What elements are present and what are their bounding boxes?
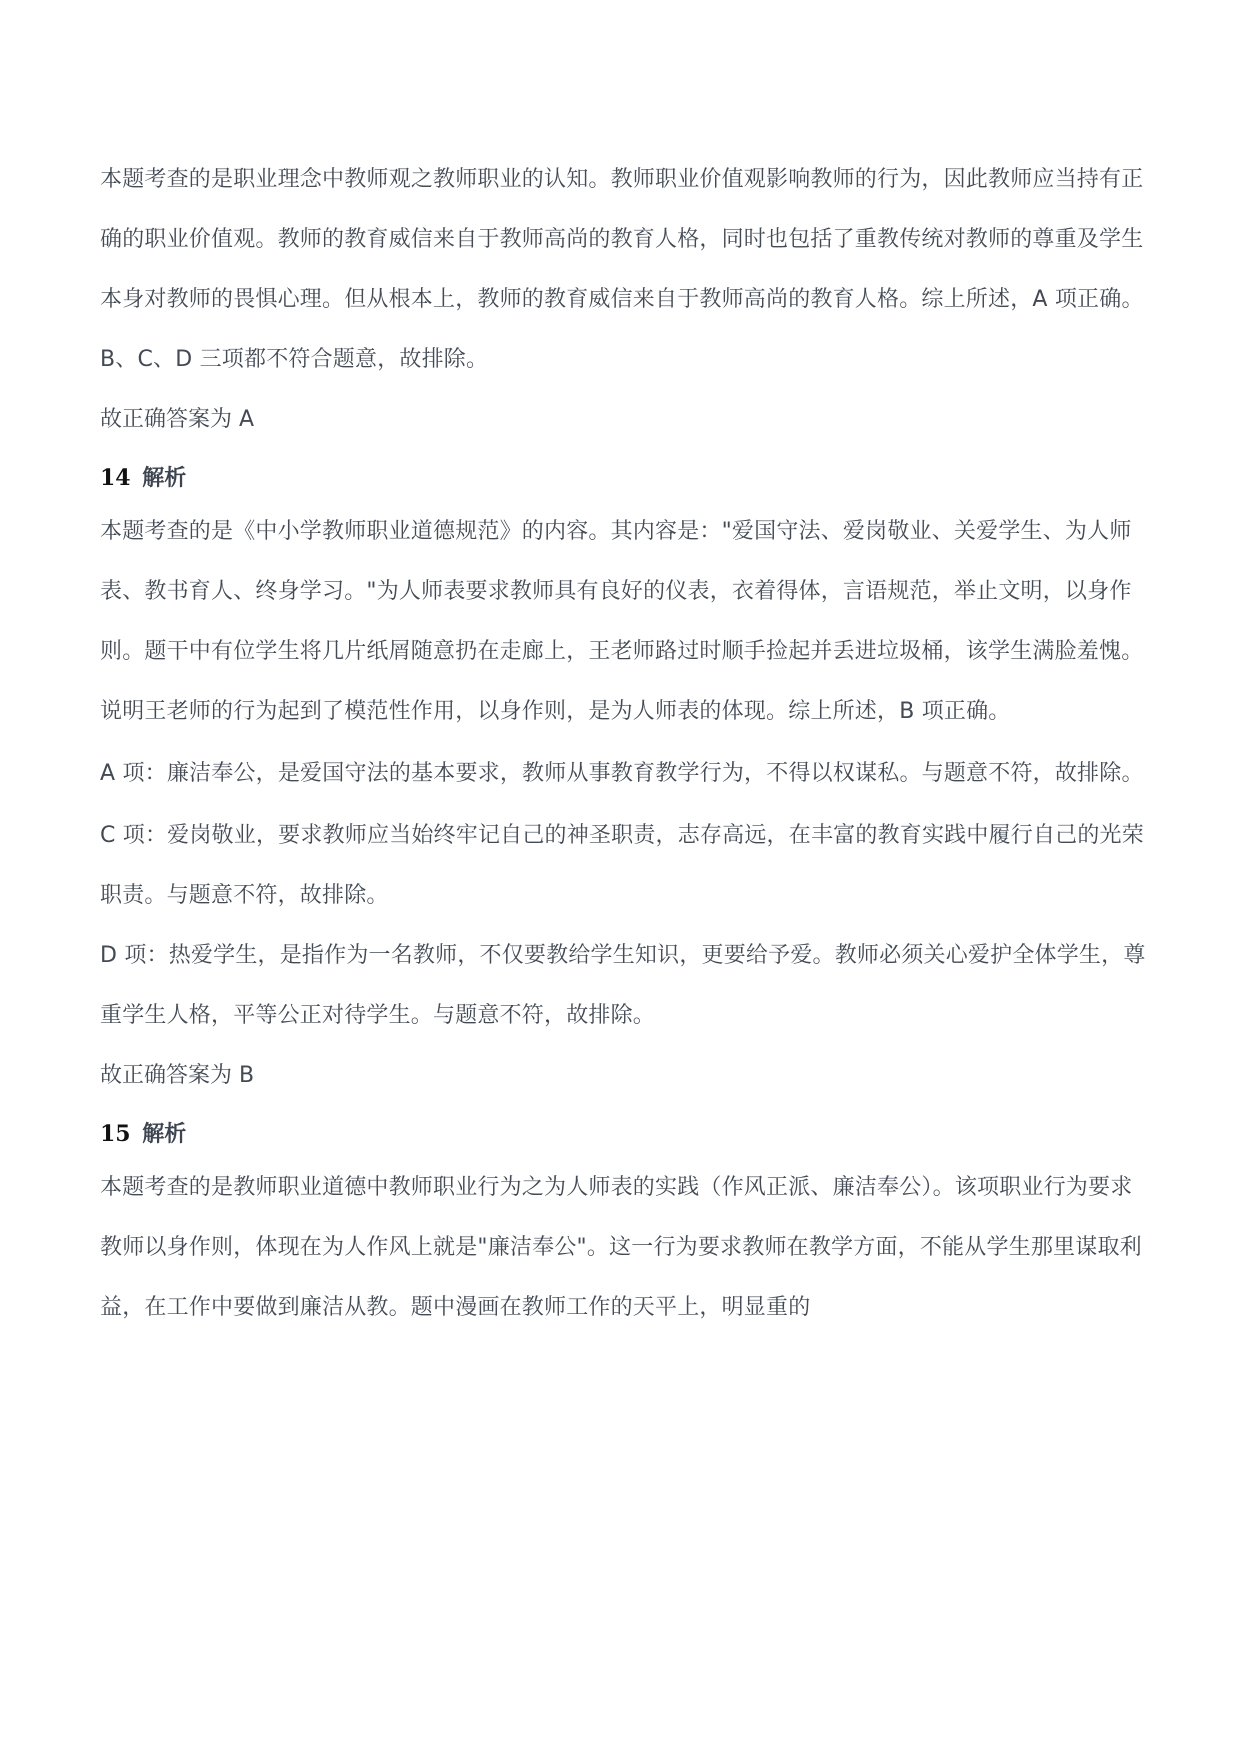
q15-heading-label: 解析 bbox=[142, 1122, 187, 1147]
q15-heading bbox=[100, 1106, 1150, 1162]
q14-heading-number: 14 bbox=[100, 465, 131, 491]
q14-heading bbox=[100, 450, 1150, 506]
q15-explanation-paragraph: 本题考查的是教师职业道德中教师职业行为之为人师表的实践（作风正派、廉洁奉公）。该项职业行为要求教师以身作则，体现在为人作风上就是"廉洁奉公"。这一行为要求教师在教学方面，不能从学生那里谋取利益，在工作中要做到廉洁从教。题中漫画在教师工作的天平上，明显重的 bbox=[100, 1175, 1142, 1320]
q14-option-d: D 项：热爱学生，是指作为一名教师，不仅要教给学生知识，更要给予爱。教师必须关心爱护全体学生，尊重学生人格，平等公正对待学生。与题意不符，故排除。 bbox=[100, 943, 1146, 1028]
q14-option-c: C 项：爱岗敬业，要求教师应当始终牢记自己的神圣职责，志存高远，在丰富的教育实践中履行自己的光荣职责。与题意不符，故排除。 bbox=[100, 823, 1144, 908]
document-page bbox=[100, 150, 1150, 1338]
q14-option-a: A 项：廉洁奉公，是爱国守法的基本要求，教师从事教育教学行为，不得以权谋私。与题意不符，故排除。 bbox=[100, 761, 1144, 786]
q13-explanation-paragraph: 本题考查的是职业理念中教师观之教师职业的认知。教师职业价值观影响教师的行为，因此教师应当持有正确的职业价值观。教师的教育威信来自于教师高尚的教育人格，同时也包括了重教传统对教师的尊重及学生本身对教师的畏惧心理。但从根本上，教师的教育威信来自于教师高尚的教育人格。综上所述，A 项正确。B、C、D 三项都不符合题意，故排除。 bbox=[100, 167, 1144, 372]
q13-answer-line: 故正确答案为 A bbox=[100, 407, 255, 432]
q14-explanation-paragraph: 本题考查的是《中小学教师职业道德规范》的内容。其内容是："爱国守法、爱岗敬业、关爱学生、为人师表、教书育人、终身学习。"为人师表要求教师具有良好的仪表，衣着得体，言语规范，举止文明，以身作则。题干中有位学生将几片纸屑随意扔在走廊上，王老师路过时顺手捡起并丢进垃圾桶，该学生满脸羞愧。说明王老师的行为起到了模范性作用，以身作则，是为人师表的体现。综上所述，B 项正确。 bbox=[100, 519, 1144, 724]
q15-heading-number: 15 bbox=[100, 1121, 131, 1147]
q14-answer-line: 故正确答案为 B bbox=[100, 1063, 255, 1088]
q14-heading-label: 解析 bbox=[142, 466, 187, 491]
